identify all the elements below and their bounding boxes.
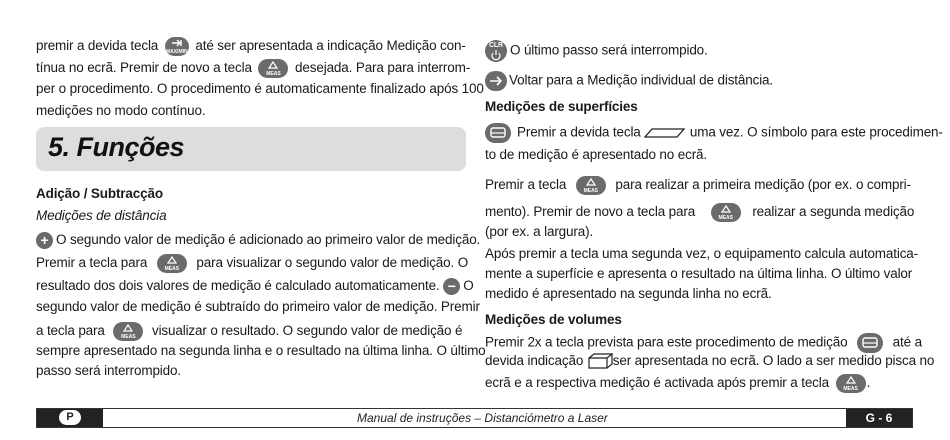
add-sub-line-2: Premir a tecla para MEAS para visualizar o segundo valor de medição. O [36,255,469,272]
intro-line-3: per o procedimento. O procedimento é automaticamente finalizado após 100 [36,81,484,96]
area-key-icon [485,123,511,143]
intro-line-1: premir a devida tecla MAX/MIN até ser apresentada a indicação Medição con- [36,38,466,55]
distance-subheading: Medições de distância [36,208,167,223]
surfaces-line-2: to de medição é apresentado no ecrã. [485,147,708,162]
volume-key-icon [857,333,883,353]
minus-key-icon: − [443,278,460,295]
surfaces-line-6: Após premir a tecla uma segunda vez, o equipamento calcula automatica- [485,246,918,261]
volumes-line-3: ecrã e a respectiva medição é activada após premir a tecla MEAS . [485,375,871,392]
clr-key-icon: CLR [485,40,507,62]
section-banner [36,127,466,171]
add-sub-line-1: + O segundo valor de medição é adicionado ao primeiro valor de medição. [36,232,466,249]
maxmin-key-icon: MAX/MIN [165,37,189,56]
volumes-line-2: devida indicação ser apresentada no ecrã. O lado a ser medido pisca no [485,353,935,368]
surfaces-line-7: mente a superfície e apresenta o resultado na última linha. O último valor [485,266,913,281]
page-number: G - 6 [846,409,912,427]
meas-key-icon: MEAS [711,203,741,222]
footer-title: Manual de instruções – Distanciómetro a Laser [357,411,608,425]
add-sub-line-7: passo será interrompido. [36,363,181,378]
intro-line-2: tínua no ecrã. Premir de novo a tecla MEAS desejada. Para para interrom- [36,60,471,77]
surfaces-line-1: Premir a devida tecla uma vez. O símbolo para este procedimen- [485,123,915,143]
add-sub-line-3: resultado dos dois valores de medição é calculado automaticamente. − O [36,278,474,294]
meas-key-icon: MEAS [836,374,866,393]
back-line: Voltar para a Medição individual de distância. [485,71,915,91]
surfaces-line-4: mento). Premir de novo a tecla para MEAS realizar a segunda medição [485,204,915,221]
language-code: P [59,410,81,425]
surfaces-heading: Medições de superfícies [485,99,638,114]
meas-key-icon: MEAS [113,322,143,341]
language-badge [37,409,103,427]
meas-key-icon: MEAS [258,59,288,78]
add-sub-line-6: sempre apresentado na segunda linha e o resultado na última linha. O último [36,343,486,358]
intro-line-4: medições no modo contínuo. [36,103,206,118]
surfaces-line-3: Premir a tecla MEAS para realizar a primeira medição (por ex. o compri- [485,177,911,194]
meas-key-icon: MEAS [157,254,187,273]
plus-key-icon: + [36,232,53,249]
meas-key-icon: MEAS [576,176,606,195]
add-sub-heading: Adição / Subtracção [36,186,163,201]
volumes-heading: Medições de volumes [485,312,622,327]
add-sub-line-5: a tecla para MEAS visualizar o resultado. O segundo valor de medição é [36,323,463,340]
area-symbol-icon [644,127,686,139]
clr-line: CLR O último passo será interrompido. [485,40,915,62]
surfaces-line-8: medido é apresentado na segunda linha no ecrã. [485,286,772,301]
surfaces-line-5: (por ex. a largura). [485,224,594,239]
volume-symbol-icon [587,353,613,369]
section-title: 5. Funções [48,132,185,162]
add-sub-line-4: segundo valor de medição é subtraído do primeiro valor de medição. Premir [36,299,480,314]
distance-key-icon [485,71,507,91]
volumes-line-1: Premir 2x a tecla prevista para este procedimento de medição até a [485,333,915,353]
page-footer [36,408,913,428]
